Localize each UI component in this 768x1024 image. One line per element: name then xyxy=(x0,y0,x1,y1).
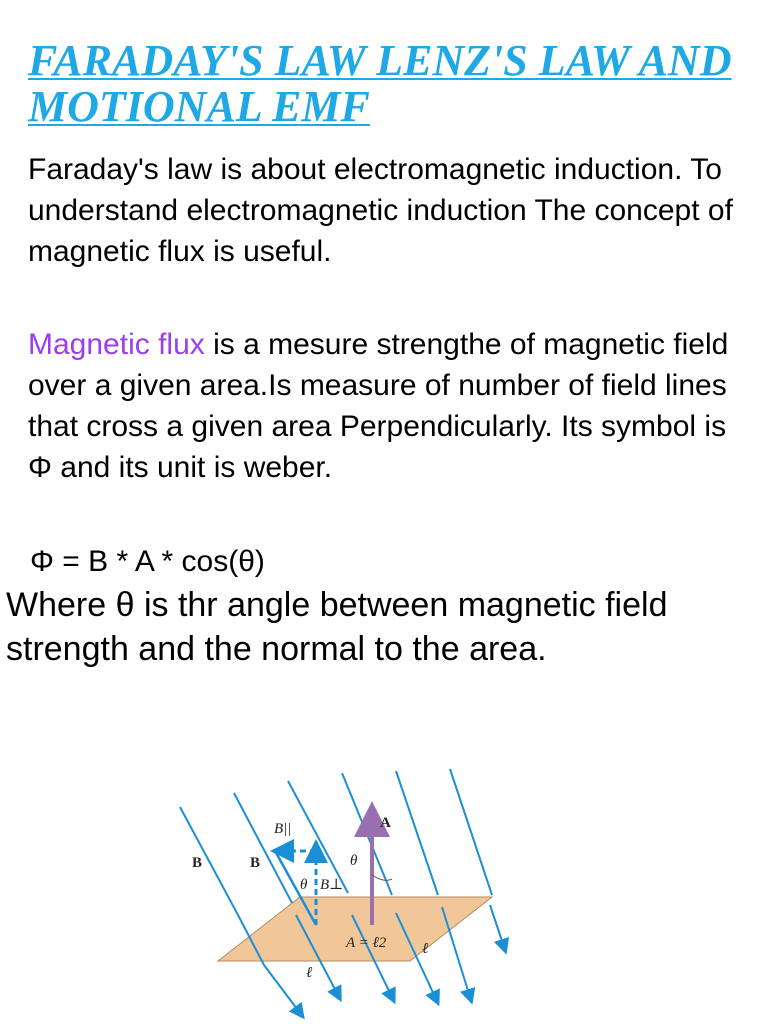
side-bottom-label: ℓ xyxy=(306,965,313,981)
theta-high-label: θ xyxy=(350,853,358,869)
side-right-label: ℓ xyxy=(422,941,429,957)
field-line-1c xyxy=(264,965,300,1013)
field-line-1a xyxy=(180,807,238,915)
area-label: A = ℓ2 xyxy=(346,935,387,951)
flux-formula: Φ = B * A * cos(θ) xyxy=(30,545,265,578)
flux-diagram-svg xyxy=(170,765,510,1020)
definition-text: is a mesure strengthe of magnetic field over a given area.Is measure of number of field lines that cross a given area Perpendicularly. Its symbol is Φ and its unit is weber. xyxy=(28,328,729,484)
magnetic-flux-term: Magnetic flux xyxy=(28,328,205,361)
field-lines-back xyxy=(180,769,492,915)
field-line-6a xyxy=(450,769,492,895)
where-explanation: Where θ is thr angle between magnetic field strength and the normal to the area. xyxy=(6,586,668,668)
field-line-2a xyxy=(234,793,292,903)
b-vector-label-mid: B xyxy=(250,855,261,871)
field-line-4a xyxy=(342,773,392,895)
area-plane xyxy=(218,897,492,961)
b-perp-label: B⊥ xyxy=(320,877,344,893)
theta-arc xyxy=(372,875,392,880)
intro-paragraph: Faraday's law is about electromagnetic induction. To understand electromagnetic induction The concept of magnetic flux is useful. xyxy=(28,153,733,268)
page-title: FARADAY'S LAW LENZ'S LAW AND MOTIONAL EMF xyxy=(28,36,732,131)
definition-paragraph xyxy=(28,324,748,488)
b-parallel-label: B|| xyxy=(274,821,292,837)
field-line-6b xyxy=(490,905,504,947)
a-vector-label: A xyxy=(380,815,391,831)
b-vector-label-left: B xyxy=(192,855,203,871)
flux-diagram xyxy=(170,765,510,1020)
theta-low-label: θ xyxy=(300,877,308,893)
field-line-5a xyxy=(396,771,438,895)
